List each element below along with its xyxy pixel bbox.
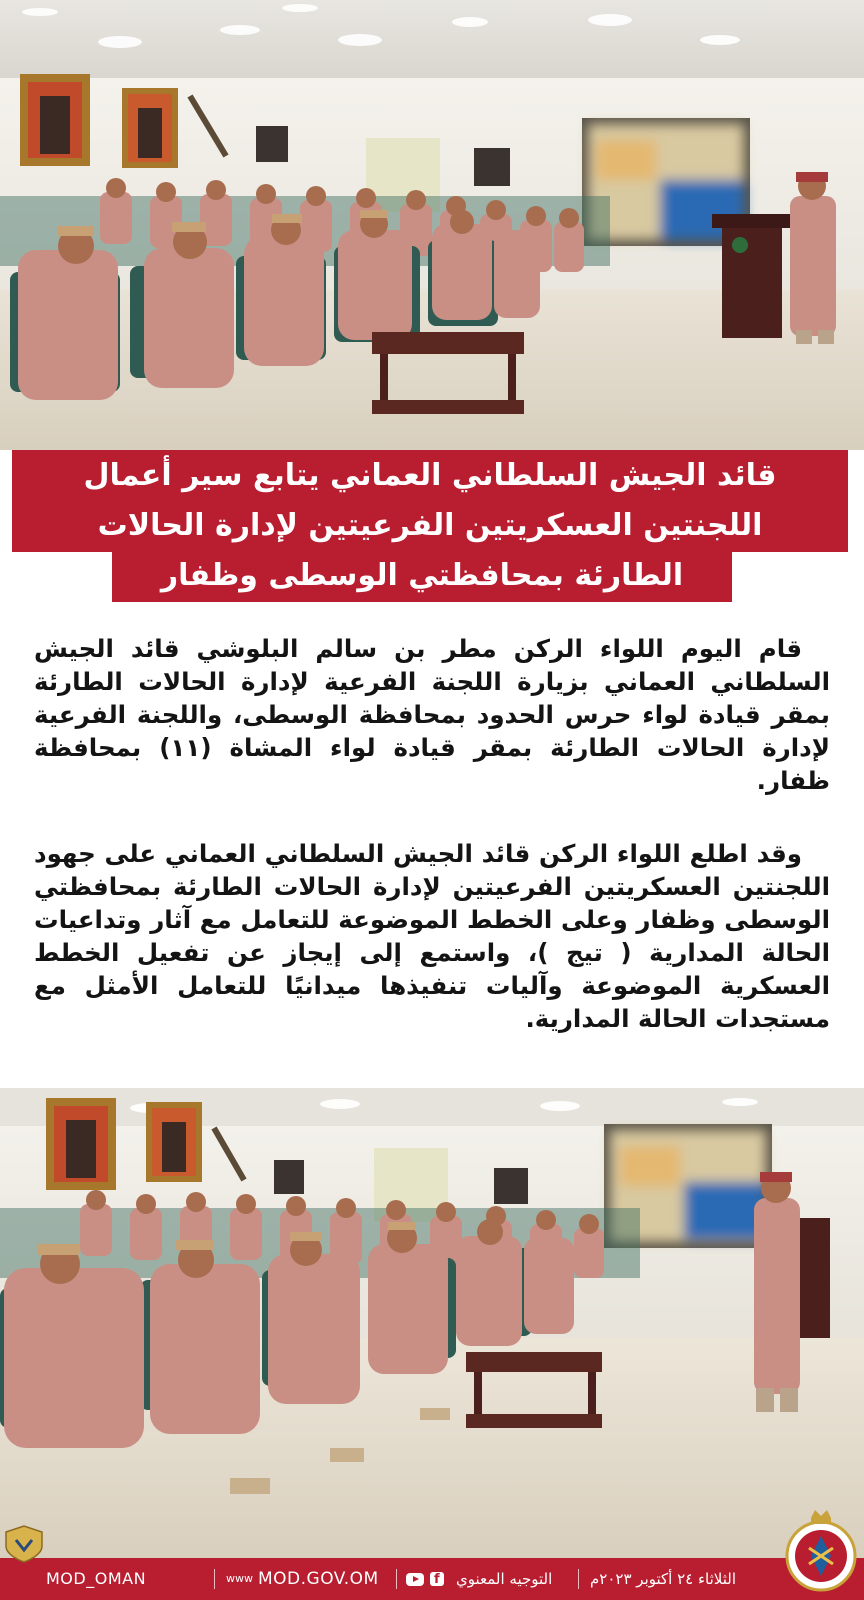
footer-divider — [578, 1569, 579, 1589]
social-handle[interactable]: MOD_OMAN — [46, 1569, 147, 1588]
department-label: التوجيه المعنوي — [456, 1570, 553, 1588]
bottom-meeting-photo — [0, 1088, 864, 1558]
footer-divider — [396, 1569, 397, 1589]
ministry-emblem-icon — [785, 1508, 857, 1592]
article-paragraph-1: قام اليوم اللواء الركن مطر بن سالم البلوشي قائد الجيش السلطاني العماني بزيارة اللجنة الفرعية لإدارة الحالات الطارئة بمقر قيادة لواء حرس الحدود بمحافظة الوسطى، واللجنة الفرعية لإدارة الحالات الطارئة بمقر قيادة لواء المشاة (١١) بمحافظة ظفار. — [34, 634, 830, 795]
publish-date: الثلاثاء ٢٤ أكتوبر ٢٠٢٣م — [590, 1570, 737, 1588]
speaker-figure-2 — [754, 1172, 800, 1412]
corner-watermark-icon — [2, 1524, 46, 1564]
article-body — [34, 632, 830, 1075]
facebook-icon[interactable] — [430, 1572, 444, 1586]
meeting-room-scene-2 — [0, 1088, 864, 1558]
headline-line-1: قائد الجيش السلطاني العماني يتابع سير أعمال — [12, 450, 848, 502]
footer-divider — [214, 1569, 215, 1589]
headline-banner — [0, 450, 864, 610]
article-paragraph-2: وقد اطلع اللواء الركن قائد الجيش السلطاني العماني على جهود اللجنتين العسكريتين الفرعيتين لإدارة الحالات الطارئة بمحافظتي الوسطى وظفار وعلى الخطط الموضوعة للتعامل مع آثار وتداعيات الحالة المدارية ( تيج )، واستمع إلى إيجاز عن تفعيل الخطط العسكرية الموضوعة وآليات تنفيذها ميدانيًا للتعامل الأمثل مع مستجدات الحالة المدارية. — [34, 839, 830, 1033]
meeting-room-scene — [0, 0, 864, 450]
footer-bar — [0, 1558, 864, 1600]
website-www-label: www — [226, 1572, 253, 1585]
website-link[interactable]: MOD.GOV.OM — [258, 1569, 379, 1589]
speaker-figure — [790, 172, 836, 344]
top-meeting-photo — [0, 0, 864, 450]
headline-line-2: اللجنتين العسكريتين الفرعيتين لإدارة الحالات — [12, 500, 848, 552]
youtube-icon[interactable] — [406, 1573, 424, 1586]
social-icons — [406, 1558, 444, 1600]
headline-line-3: الطارئة بمحافظتي الوسطى وظفار — [112, 550, 732, 602]
